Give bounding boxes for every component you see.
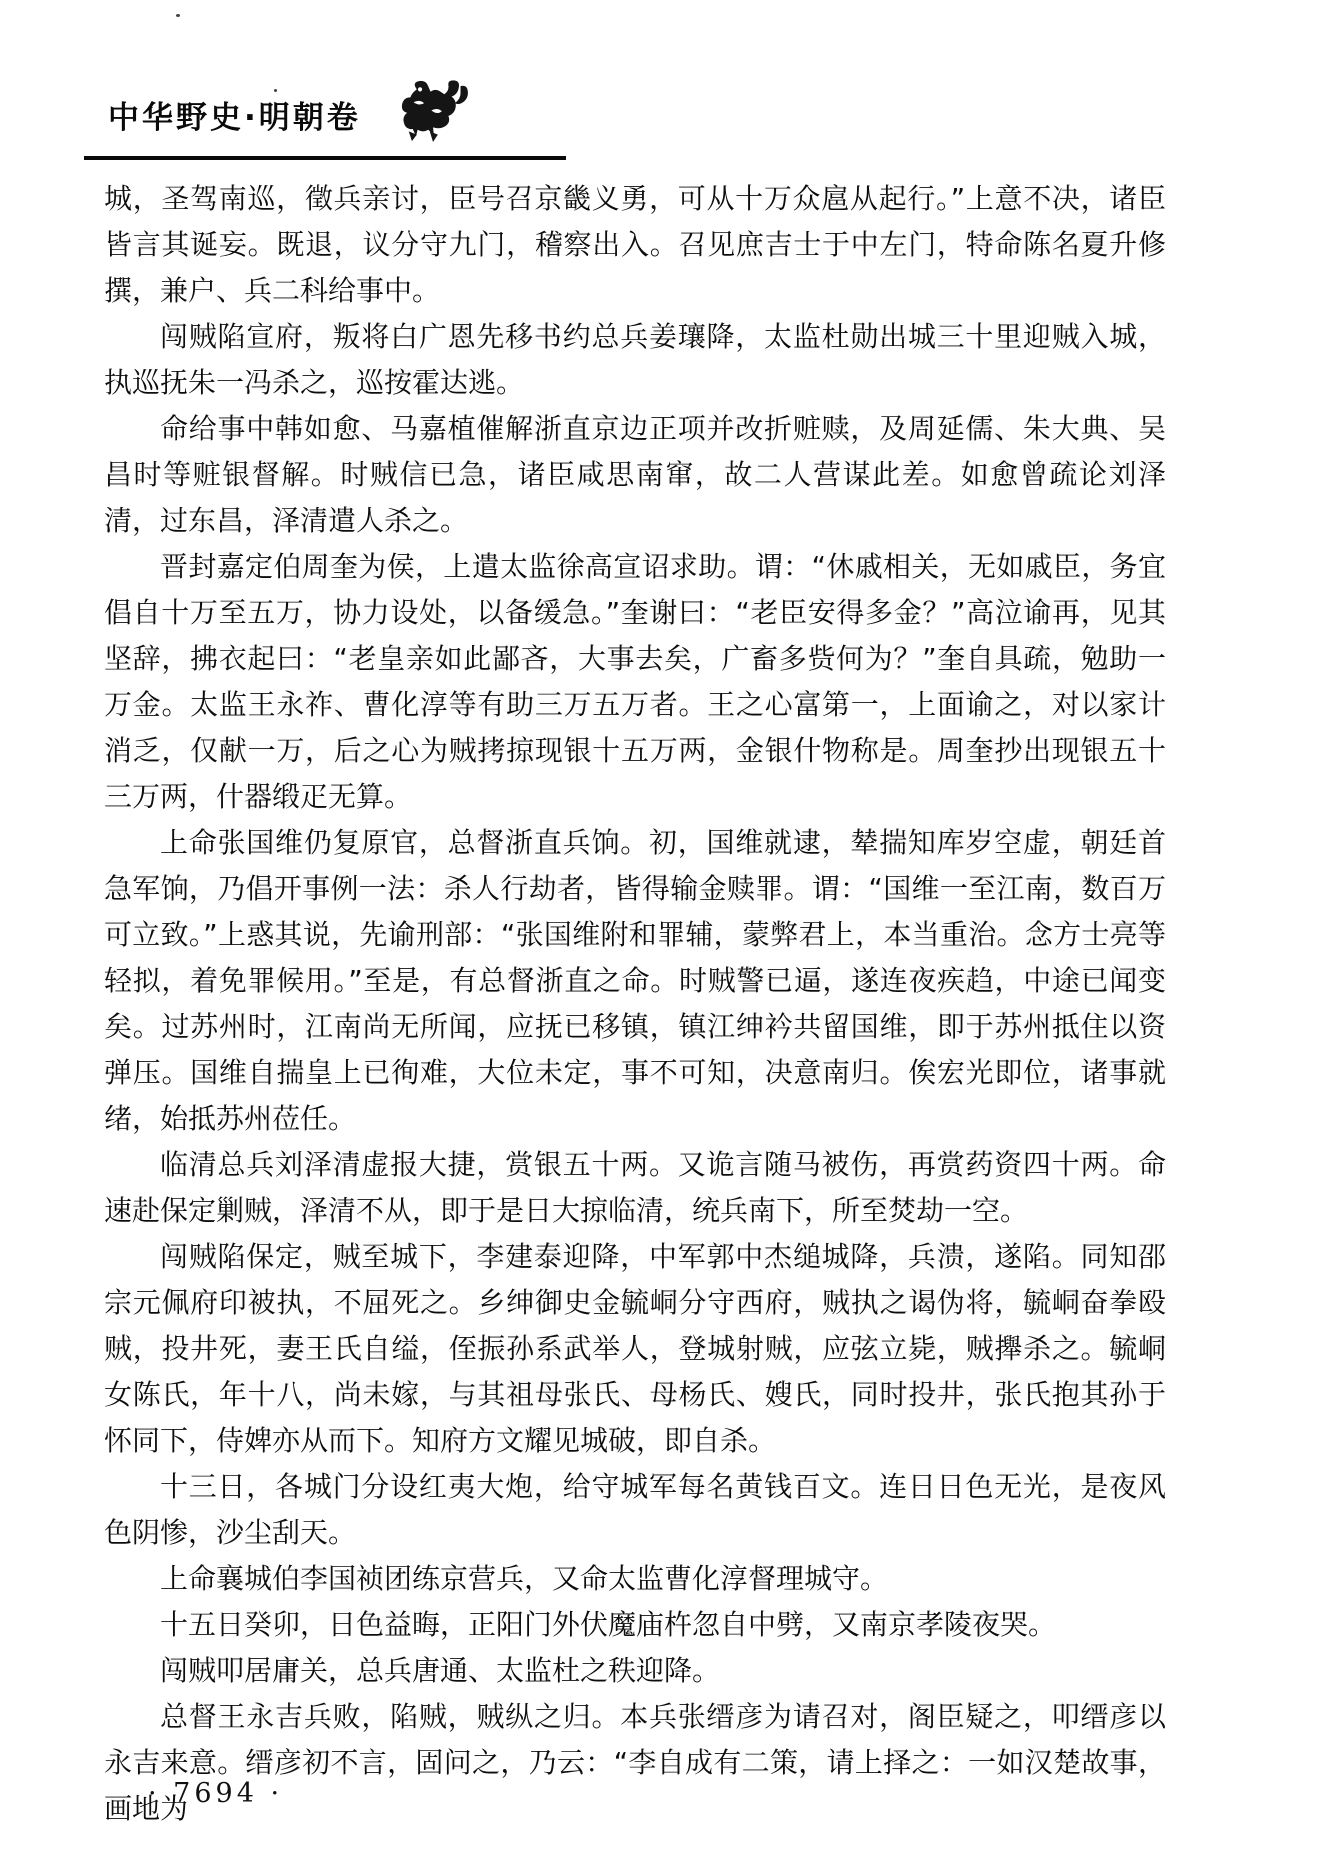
- paragraph: 闯贼陷保定，贼至城下，李建泰迎降，中军郭中杰缒城降，兵溃，遂陷。同知邵宗元佩府印被执，不屈死之。乡绅御史金毓峒分守西府，贼执之谒伪将，毓峒奋拳殴贼，投井死，妻王氏自缢，侄振孙系武举人，登城射贼，应弦立毙，贼攑杀之。毓峒女陈氏，年十八，尚未嫁，与其祖母张氏、母杨氏、嫂氏，同时投井，张氏抱其孙于怀同下，侍婢亦从而下。知府方文耀见城破，即自杀。: [104, 1240, 1166, 1457]
- paragraph: 总督王永吉兵败，陷贼，贼纵之归。本兵张缙彦为请召对，阁臣疑之，叩缙彦以永吉来意。缙彦初不言，固问之，乃云：“李自成有二策，请上择之：一如汉楚故事，画地为: [104, 1700, 1166, 1825]
- running-head-title: 中华野史·明朝卷: [108, 100, 361, 136]
- paragraph: 上命张国维仍复原官，总督浙直兵饷。初，国维就逮，辇揣知库岁空虚，朝廷首急军饷，乃倡开事例一法：杀人行劫者，皆得输金赎罪。谓：“国维一至江南，数百万可立致。”上惑其说，先谕刑部：“张国维附和罪辅，蒙弊君上，本当重治。念方士亮等轻拟，着免罪候用。”至是，有总督浙直之命。时贼警已逼，遂连夜疾趋，中途已闻变矣。过苏州时，江南尚无所闻，应抚已移镇，镇江绅衿共留国维，即于苏州抵住以资弹压。国维自揣皇上已徇难，大位未定，事不可知，决意南归。俟宏光即位，诸事就绪，始抵苏州莅任。: [104, 826, 1166, 1135]
- paragraph: 闯贼叩居庸关，总兵唐通、太监杜之秩迎降。: [160, 1654, 721, 1687]
- body-text-column: [104, 176, 1166, 1832]
- paragraph: 临清总兵刘泽清虚报大捷，赏银五十两。又诡言随马被伤，再赏药资四十两。命速赴保定剿贼，泽清不从，即于是日大掠临清，统兵南下，所至焚劫一空。: [104, 1148, 1166, 1227]
- paragraph: 十三日，各城门分设红夷大炮，给守城军每名黄钱百文。连日日色无光，是夜风色阴惨，沙尘刮天。: [104, 1470, 1166, 1549]
- paragraph: 闯贼陷宣府，叛将白广恩先移书约总兵姜瓖降，太监杜勋出城三十里迎贼入城，执巡抚朱一冯杀之，巡按霍达逃。: [104, 320, 1166, 399]
- paragraph: 命给事中韩如愈、马嘉植催解浙直京边正项并改折赃赎，及周延儒、朱大典、吴昌时等赃银督解。时贼信已急，诸臣咸思南窜，故二人营谋此差。如愈曾疏论刘泽清，过东昌，泽清遣人杀之。: [104, 412, 1166, 537]
- dragon-ornament-icon: [392, 78, 474, 146]
- paragraph: 晋封嘉定伯周奎为侯，上遣太监徐高宣诏求助。谓：“休戚相关，无如戚臣，务宜倡自十万至五万，协力设处，以备缓急。”奎谢曰：“老臣安得多金？”高泣谕再，见其坚辞，拂衣起曰：“老皇亲如此鄙吝，大事去矣，广畜多赀何为？”奎自具疏，勉助一万金。太监王永祚、曹化淳等有助三万五万者。王之心富第一，上面谕之，对以家计消乏，仅献一万，后之心为贼拷掠现银十五万两，金银什物称是。周奎抄出现银五十三万两，什器缎疋无算。: [104, 550, 1166, 813]
- header-divider: [84, 156, 566, 160]
- paragraph: 上命襄城伯李国祯团练京营兵，又命太监曹化淳督理城守。: [160, 1562, 889, 1595]
- scan-speck: [176, 14, 180, 17]
- paragraph: 十五日癸卯，日色益晦，正阳门外伏魔庙杵忽自中劈，又南京孝陵夜哭。: [160, 1608, 1057, 1641]
- paragraph: 城，圣驾南巡，徵兵亲讨，臣号召京畿义勇，可从十万众扈从起行。”上意不决，诸臣皆言其诞妄。既退，议分守九门，稽察出入。召见庶吉士于中左门，特命陈名夏升修撰，兼户、兵二科给事中。: [104, 182, 1166, 307]
- page-number: · 7694 ·: [148, 1778, 284, 1809]
